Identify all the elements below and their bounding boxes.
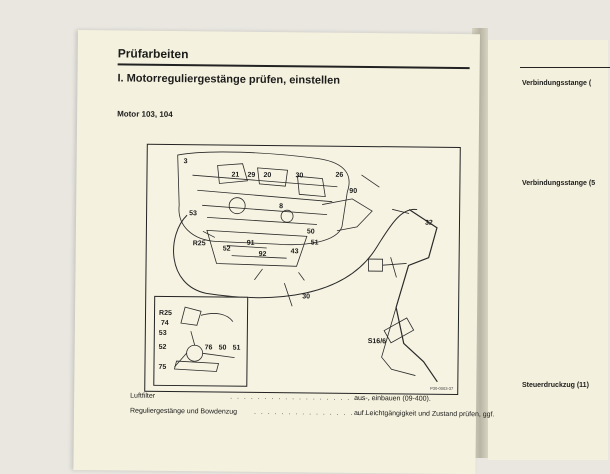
detail-inset xyxy=(153,296,248,387)
callout-26: 26 xyxy=(335,171,344,179)
callout-90: 90 xyxy=(349,187,358,195)
right-page xyxy=(488,40,608,460)
title-rule xyxy=(118,63,470,69)
right-page-line-2: Verbindungsstange (5 xyxy=(522,180,596,187)
detail-callout-52: 52 xyxy=(158,343,167,351)
technical-illustration xyxy=(144,144,461,395)
right-page-rule xyxy=(520,67,610,68)
spec-label: Luftfilter xyxy=(130,392,156,400)
detail-drawing xyxy=(154,297,247,386)
dot-leader: . . . . . . . . . . . . . . . . . . xyxy=(253,408,375,418)
subsection-title: I. Motorreguliergestänge prüfen, einstellen xyxy=(117,72,341,87)
callout-53: 53 xyxy=(189,210,197,218)
section-title: Prüfarbeiten xyxy=(117,46,189,62)
detail-callout-74: 74 xyxy=(160,319,169,327)
callout-21: 21 xyxy=(231,171,240,179)
callout-29: 29 xyxy=(247,171,256,179)
callout-S16-6: S16/6 xyxy=(367,338,387,346)
callout-91: 91 xyxy=(246,239,255,247)
detail-callout-51: 51 xyxy=(232,344,241,352)
callout-50: 50 xyxy=(306,228,315,236)
spec-value: aus-, einbauen (09-400). xyxy=(354,394,431,403)
right-page-line-1: Verbindungsstange ( xyxy=(522,80,592,87)
callout-32: 32 xyxy=(424,219,433,227)
right-page-line-3: Steuerdruckzug (11) xyxy=(522,382,589,389)
detail-callout-50: 50 xyxy=(218,344,227,352)
callout-20: 20 xyxy=(263,171,272,180)
detail-callout-76: 76 xyxy=(204,344,213,352)
spec-value: auf Leichtgängigkeit und Zustand prüfen, ggf. xyxy=(353,409,495,419)
detail-callout-R25: R25 xyxy=(159,309,172,317)
callout-30-bottom: 30 xyxy=(302,293,311,301)
callout-92: 92 xyxy=(258,250,267,258)
callout-43: 43 xyxy=(290,248,299,256)
spec-table xyxy=(129,392,495,427)
detail-callout-53: 53 xyxy=(158,329,167,337)
callout-30-top: 30 xyxy=(295,172,304,180)
callout-8: 8 xyxy=(279,203,284,211)
callout-3: 3 xyxy=(183,158,188,166)
dot-leader: . . . . . . . . . . . . . . . . . . . . . . xyxy=(230,393,379,403)
spec-label: Reguliergestänge und Bowdenzug xyxy=(129,407,238,416)
callout-52: 52 xyxy=(222,245,231,253)
spec-row xyxy=(129,407,495,427)
motor-label: Motor 103, 104 xyxy=(117,109,173,119)
figure-code: P30-0003-37 xyxy=(430,385,454,391)
detail-callout-75: 75 xyxy=(158,363,167,371)
left-page xyxy=(73,30,495,474)
callout-51: 51 xyxy=(310,239,319,247)
callout-R25: R25 xyxy=(192,240,206,248)
